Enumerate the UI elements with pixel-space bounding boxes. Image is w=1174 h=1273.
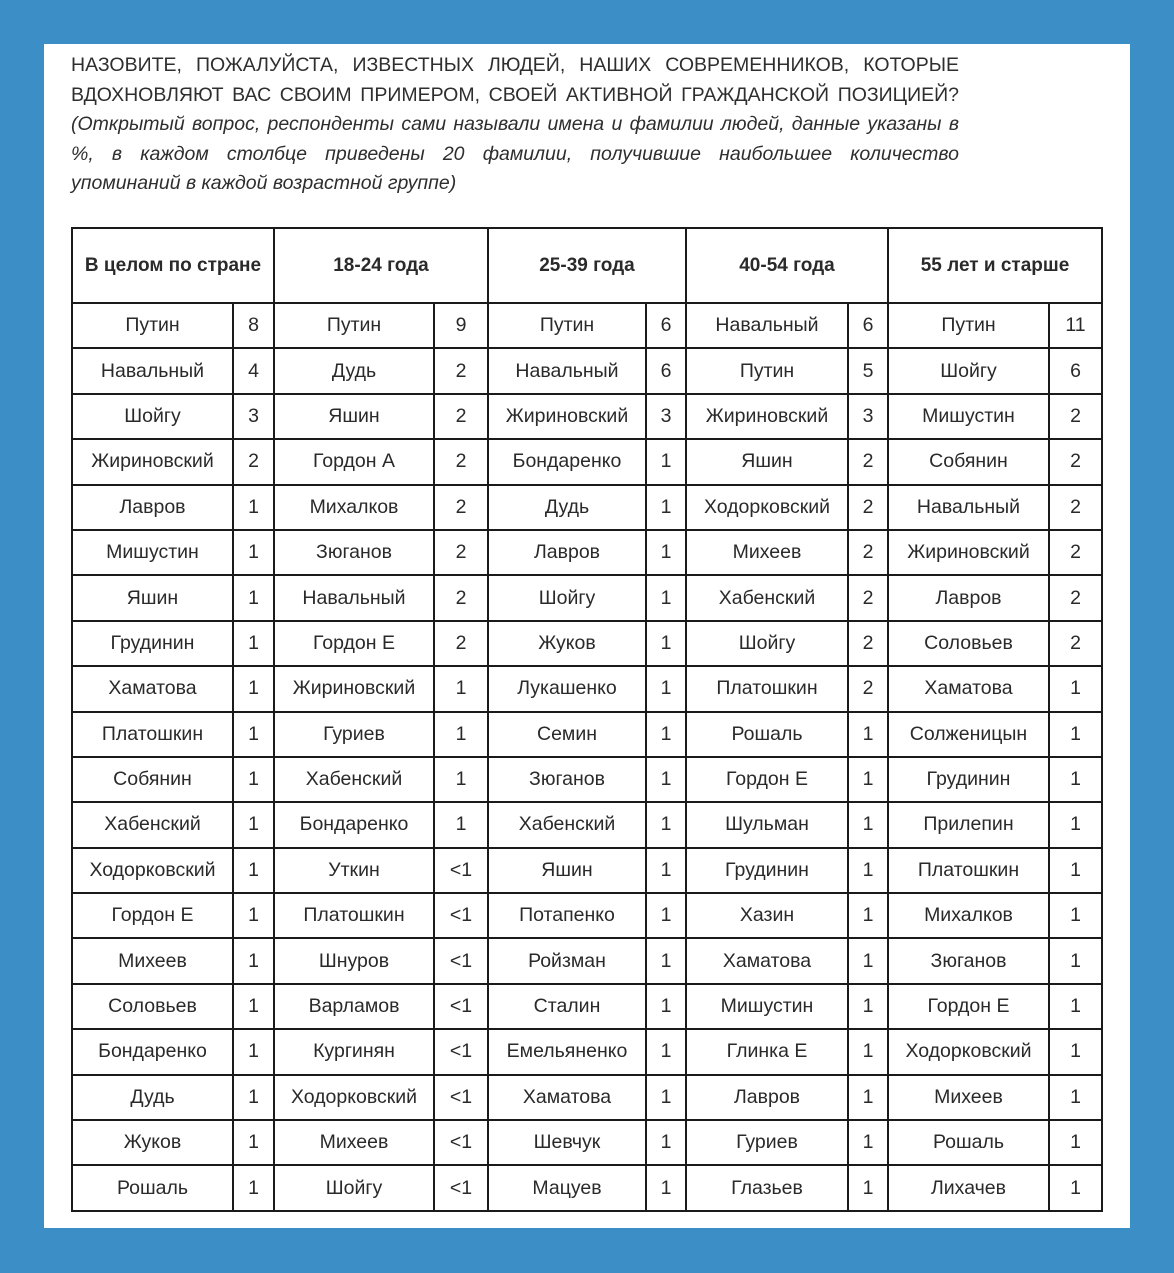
percent-value: 1: [1049, 1075, 1102, 1120]
percent-value: 11: [1049, 303, 1102, 348]
person-name: Гордон Е: [686, 757, 848, 802]
percent-value: 1: [233, 757, 274, 802]
person-name: Яшин: [686, 439, 848, 484]
person-name: Навальный: [72, 348, 233, 393]
percent-value: 1: [233, 1120, 274, 1165]
person-name: Хаматова: [686, 938, 848, 983]
percent-value: 1: [1049, 893, 1102, 938]
table-row: [72, 893, 1102, 938]
person-name: Гуриев: [686, 1120, 848, 1165]
percent-value: 1: [848, 757, 888, 802]
percent-value: 1: [646, 802, 686, 847]
table-row: [72, 666, 1102, 711]
person-name: Глазьев: [686, 1165, 848, 1210]
person-name: Лавров: [686, 1075, 848, 1120]
person-name: Платошкин: [274, 893, 434, 938]
table-row: [72, 303, 1102, 348]
person-name: Лукашенко: [488, 666, 646, 711]
person-name: Платошкин: [72, 712, 233, 757]
person-name: Путин: [686, 348, 848, 393]
table-row: [72, 439, 1102, 484]
person-name: Хаматова: [488, 1075, 646, 1120]
person-name: Лавров: [488, 530, 646, 575]
percent-value: <1: [434, 938, 488, 983]
person-name: Жириновский: [274, 666, 434, 711]
person-name: Навальный: [686, 303, 848, 348]
percent-value: 1: [233, 1029, 274, 1074]
percent-value: 3: [646, 394, 686, 439]
person-name: Шойгу: [274, 1165, 434, 1210]
percent-value: 1: [1049, 1165, 1102, 1210]
person-name: Уткин: [274, 848, 434, 893]
percent-value: 2: [848, 530, 888, 575]
percent-value: 6: [646, 303, 686, 348]
percent-value: 1: [646, 712, 686, 757]
percent-value: 1: [1049, 848, 1102, 893]
percent-value: 1: [1049, 938, 1102, 983]
percent-value: 1: [233, 621, 274, 666]
percent-value: 6: [646, 348, 686, 393]
percent-value: 1: [848, 802, 888, 847]
person-name: Потапенко: [488, 893, 646, 938]
percent-value: 1: [233, 712, 274, 757]
person-name: Шевчук: [488, 1120, 646, 1165]
table-row: [72, 802, 1102, 847]
person-name: Солженицын: [888, 712, 1049, 757]
person-name: Зюганов: [488, 757, 646, 802]
person-name: Хабенский: [686, 575, 848, 620]
percent-value: 1: [233, 802, 274, 847]
person-name: Хабенский: [72, 802, 233, 847]
person-name: Михеев: [72, 938, 233, 983]
table-body: [72, 303, 1102, 1211]
person-name: Соловьев: [888, 621, 1049, 666]
person-name: Рошаль: [888, 1120, 1049, 1165]
percent-value: <1: [434, 893, 488, 938]
percent-value: 1: [848, 848, 888, 893]
percent-value: 1: [646, 666, 686, 711]
percent-value: 1: [434, 666, 488, 711]
percent-value: 1: [1049, 984, 1102, 1029]
percent-value: <1: [434, 984, 488, 1029]
percent-value: 1: [434, 802, 488, 847]
content-panel: [44, 44, 1130, 1228]
person-name: Собянин: [72, 757, 233, 802]
percent-value: 1: [1049, 802, 1102, 847]
table-row: [72, 1029, 1102, 1074]
percent-value: 1: [233, 485, 274, 530]
percent-value: 9: [434, 303, 488, 348]
percent-value: 1: [646, 621, 686, 666]
results-table: [71, 227, 1103, 1212]
person-name: Бондаренко: [72, 1029, 233, 1074]
percent-value: 1: [1049, 1029, 1102, 1074]
percent-value: <1: [434, 848, 488, 893]
person-name: Зюганов: [888, 938, 1049, 983]
person-name: Михеев: [686, 530, 848, 575]
person-name: Гордон Е: [274, 621, 434, 666]
percent-value: 1: [233, 1165, 274, 1210]
column-header: 25-39 года: [488, 228, 686, 303]
question-note: (Открытый вопрос, респонденты сами называли имена и фамилии людей, данные указаны в %, в каждом столбце приведены 20 фамилии, получившие наибольшее количество упоминаний в каждой возрастной группе): [71, 113, 959, 195]
percent-value: 2: [1049, 575, 1102, 620]
column-header: В целом по стране: [72, 228, 274, 303]
percent-value: 1: [848, 1120, 888, 1165]
percent-value: 4: [233, 348, 274, 393]
person-name: Жириновский: [686, 394, 848, 439]
person-name: Мишустин: [72, 530, 233, 575]
person-name: Яшин: [274, 394, 434, 439]
percent-value: <1: [434, 1075, 488, 1120]
percent-value: 1: [233, 984, 274, 1029]
person-name: Ходорковский: [686, 485, 848, 530]
table-row: [72, 1075, 1102, 1120]
percent-value: 1: [646, 848, 686, 893]
percent-value: 1: [233, 1075, 274, 1120]
table-row: [72, 757, 1102, 802]
column-header: 40-54 года: [686, 228, 888, 303]
person-name: Хабенский: [488, 802, 646, 847]
table-row: [72, 1120, 1102, 1165]
percent-value: <1: [434, 1165, 488, 1210]
person-name: Жириновский: [72, 439, 233, 484]
person-name: Бондаренко: [274, 802, 434, 847]
person-name: Яшин: [72, 575, 233, 620]
percent-value: 3: [848, 394, 888, 439]
percent-value: 2: [434, 575, 488, 620]
table-header-row: [72, 228, 1102, 303]
person-name: Шойгу: [72, 394, 233, 439]
percent-value: 3: [233, 394, 274, 439]
person-name: Путин: [72, 303, 233, 348]
percent-value: 2: [1049, 439, 1102, 484]
person-name: Глинка Е: [686, 1029, 848, 1074]
percent-value: 2: [1049, 485, 1102, 530]
person-name: Гордон Е: [888, 984, 1049, 1029]
table-row: [72, 394, 1102, 439]
table-row: [72, 848, 1102, 893]
percent-value: 2: [434, 530, 488, 575]
table-row: [72, 348, 1102, 393]
person-name: Гордон А: [274, 439, 434, 484]
percent-value: 2: [1049, 530, 1102, 575]
percent-value: 2: [848, 439, 888, 484]
percent-value: 1: [434, 757, 488, 802]
question-main: НАЗОВИТЕ, ПОЖАЛУЙСТА, ИЗВЕСТНЫХ ЛЮДЕЙ, НАШИХ СОВРЕМЕННИКОВ, КОТОРЫЕ ВДОХНОВЛЯЮТ ВАС СВОИМ ПРИМЕРОМ, СВОЕЙ АКТИВНОЙ ГРАЖДАНСКОЙ ПОЗИЦИЕЙ?: [71, 54, 959, 106]
percent-value: 2: [434, 394, 488, 439]
person-name: Кургинян: [274, 1029, 434, 1074]
person-name: Жириновский: [888, 530, 1049, 575]
column-header: 55 лет и старше: [888, 228, 1102, 303]
person-name: Семин: [488, 712, 646, 757]
percent-value: 1: [233, 666, 274, 711]
percent-value: 1: [1049, 1120, 1102, 1165]
person-name: Ройзман: [488, 938, 646, 983]
person-name: Соловьев: [72, 984, 233, 1029]
percent-value: 2: [434, 439, 488, 484]
person-name: Грудинин: [686, 848, 848, 893]
percent-value: 1: [1049, 712, 1102, 757]
person-name: Ходорковский: [274, 1075, 434, 1120]
percent-value: 1: [233, 575, 274, 620]
percent-value: 1: [848, 1029, 888, 1074]
person-name: Ходорковский: [72, 848, 233, 893]
percent-value: 1: [646, 984, 686, 1029]
percent-value: <1: [434, 1029, 488, 1074]
percent-value: 1: [233, 530, 274, 575]
percent-value: 2: [434, 621, 488, 666]
table-row: [72, 485, 1102, 530]
percent-value: 1: [848, 984, 888, 1029]
percent-value: 2: [1049, 394, 1102, 439]
column-header: 18-24 года: [274, 228, 488, 303]
percent-value: 1: [848, 938, 888, 983]
person-name: Гордон Е: [72, 893, 233, 938]
percent-value: 2: [1049, 621, 1102, 666]
percent-value: 2: [848, 621, 888, 666]
person-name: Рошаль: [72, 1165, 233, 1210]
person-name: Лихачев: [888, 1165, 1049, 1210]
percent-value: 1: [646, 1029, 686, 1074]
person-name: Жириновский: [488, 394, 646, 439]
percent-value: 6: [1049, 348, 1102, 393]
percent-value: 1: [646, 530, 686, 575]
table-row: [72, 575, 1102, 620]
person-name: Путин: [274, 303, 434, 348]
percent-value: 1: [848, 893, 888, 938]
person-name: Варламов: [274, 984, 434, 1029]
person-name: Навальный: [274, 575, 434, 620]
table-row: [72, 984, 1102, 1029]
percent-value: 1: [233, 848, 274, 893]
percent-value: 1: [646, 439, 686, 484]
person-name: Гуриев: [274, 712, 434, 757]
person-name: Ходорковский: [888, 1029, 1049, 1074]
percent-value: 1: [646, 485, 686, 530]
percent-value: 1: [848, 1165, 888, 1210]
person-name: Прилепин: [888, 802, 1049, 847]
person-name: Михалков: [274, 485, 434, 530]
person-name: Шойгу: [488, 575, 646, 620]
person-name: Шнуров: [274, 938, 434, 983]
person-name: Собянин: [888, 439, 1049, 484]
percent-value: 8: [233, 303, 274, 348]
person-name: Платошкин: [686, 666, 848, 711]
person-name: Платошкин: [888, 848, 1049, 893]
question-text: [71, 51, 959, 199]
person-name: Хаматова: [72, 666, 233, 711]
person-name: Жуков: [488, 621, 646, 666]
person-name: Дудь: [72, 1075, 233, 1120]
person-name: Шойгу: [888, 348, 1049, 393]
person-name: Емельяненко: [488, 1029, 646, 1074]
person-name: Шульман: [686, 802, 848, 847]
percent-value: 1: [848, 712, 888, 757]
person-name: Грудинин: [888, 757, 1049, 802]
percent-value: 5: [848, 348, 888, 393]
percent-value: 1: [233, 938, 274, 983]
percent-value: 1: [646, 757, 686, 802]
person-name: Михеев: [888, 1075, 1049, 1120]
person-name: Шойгу: [686, 621, 848, 666]
person-name: Сталин: [488, 984, 646, 1029]
table-row: [72, 712, 1102, 757]
percent-value: 1: [1049, 757, 1102, 802]
percent-value: 1: [434, 712, 488, 757]
person-name: Мишустин: [686, 984, 848, 1029]
percent-value: 1: [646, 1075, 686, 1120]
person-name: Хаматова: [888, 666, 1049, 711]
percent-value: 1: [646, 1120, 686, 1165]
table-row: [72, 938, 1102, 983]
percent-value: 1: [1049, 666, 1102, 711]
percent-value: 1: [646, 1165, 686, 1210]
person-name: Жуков: [72, 1120, 233, 1165]
person-name: Путин: [488, 303, 646, 348]
percent-value: 2: [233, 439, 274, 484]
table-row: [72, 1165, 1102, 1210]
person-name: Навальный: [488, 348, 646, 393]
person-name: Путин: [888, 303, 1049, 348]
person-name: Грудинин: [72, 621, 233, 666]
person-name: Дудь: [488, 485, 646, 530]
person-name: Лавров: [72, 485, 233, 530]
percent-value: 2: [434, 485, 488, 530]
percent-value: 2: [848, 666, 888, 711]
table-row: [72, 621, 1102, 666]
table-row: [72, 530, 1102, 575]
person-name: Мацуев: [488, 1165, 646, 1210]
percent-value: <1: [434, 1120, 488, 1165]
person-name: Зюганов: [274, 530, 434, 575]
percent-value: 1: [233, 893, 274, 938]
person-name: Хабенский: [274, 757, 434, 802]
percent-value: 2: [848, 575, 888, 620]
person-name: Лавров: [888, 575, 1049, 620]
person-name: Хазин: [686, 893, 848, 938]
person-name: Бондаренко: [488, 439, 646, 484]
percent-value: 2: [848, 485, 888, 530]
person-name: Яшин: [488, 848, 646, 893]
person-name: Михалков: [888, 893, 1049, 938]
percent-value: 1: [646, 893, 686, 938]
person-name: Михеев: [274, 1120, 434, 1165]
percent-value: 1: [646, 938, 686, 983]
percent-value: 1: [848, 1075, 888, 1120]
person-name: Дудь: [274, 348, 434, 393]
percent-value: 2: [434, 348, 488, 393]
percent-value: 1: [646, 575, 686, 620]
person-name: Навальный: [888, 485, 1049, 530]
percent-value: 6: [848, 303, 888, 348]
person-name: Рошаль: [686, 712, 848, 757]
person-name: Мишустин: [888, 394, 1049, 439]
